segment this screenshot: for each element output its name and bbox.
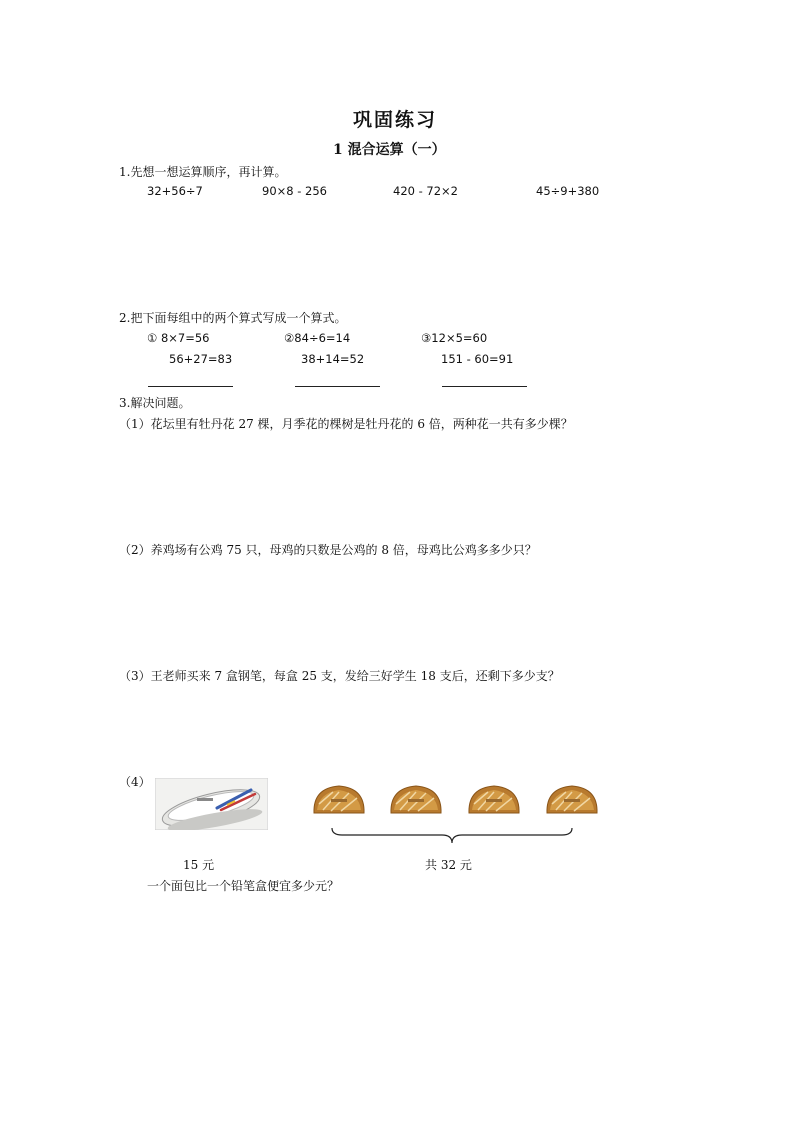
q2-group-3-line-2: 151 - 60=91 (441, 352, 514, 366)
bread-image-2 (388, 784, 444, 815)
q2-group-1-line-1: ① 8×7=56 (147, 331, 210, 345)
q3-item-4-question: 一个面包比一个铅笔盒便宜多少元？ (147, 879, 340, 893)
q2-group-2-line-1: ②84÷6=14 (284, 331, 351, 345)
q2-group-3-line-1: ③12×5=60 (421, 331, 488, 345)
q3-item-3: （3）王老师买来 7 盒钢笔，每盒 25 支，发给三好学生 18 支后，还剩下多少支？ (119, 669, 560, 683)
q1-expr-3: 420 - 72×2 (393, 184, 458, 198)
q3-prompt: 3.解决问题。 (119, 396, 191, 410)
q2-group-1-line-2: 56+27=83 (169, 352, 233, 366)
q2-answer-line-2[interactable] (295, 386, 380, 387)
q1-expr-1: 32+56÷7 (147, 184, 203, 198)
bread-total-price: 共 32 元 (425, 858, 472, 872)
q2-group-2-line-2: 38+14=52 (301, 352, 365, 366)
pencil-case-price: 15 元 (183, 858, 215, 872)
q1-prompt: 1.先想一想运算顺序，再计算。 (119, 165, 287, 179)
total-brace (330, 826, 574, 846)
pencil-case-image (155, 778, 268, 830)
q1-expr-2: 90×8 - 256 (262, 184, 327, 198)
q3-item-2: （2）养鸡场有公鸡 75 只，母鸡的只数是公鸡的 8 倍，母鸡比公鸡多多少只？ (119, 543, 537, 557)
page-subtitle: 1 混合运算（一） (333, 142, 446, 158)
bread-image-4 (544, 784, 600, 815)
page-title: 巩固练习 (353, 109, 438, 131)
q2-answer-line-1[interactable] (148, 386, 233, 387)
q2-prompt: 2.把下面每组中的两个算式写成一个算式。 (119, 311, 347, 325)
bread-image-1 (311, 784, 367, 815)
q2-answer-line-3[interactable] (442, 386, 527, 387)
q3-item-1: （1）花坛里有牡丹花 27 棵，月季花的棵树是牡丹花的 6 倍，两种花一共有多少棵？ (119, 417, 573, 431)
bread-image-3 (466, 784, 522, 815)
q1-expr-4: 45÷9+380 (536, 184, 600, 198)
q3-item-4-label: （4） (119, 775, 151, 789)
